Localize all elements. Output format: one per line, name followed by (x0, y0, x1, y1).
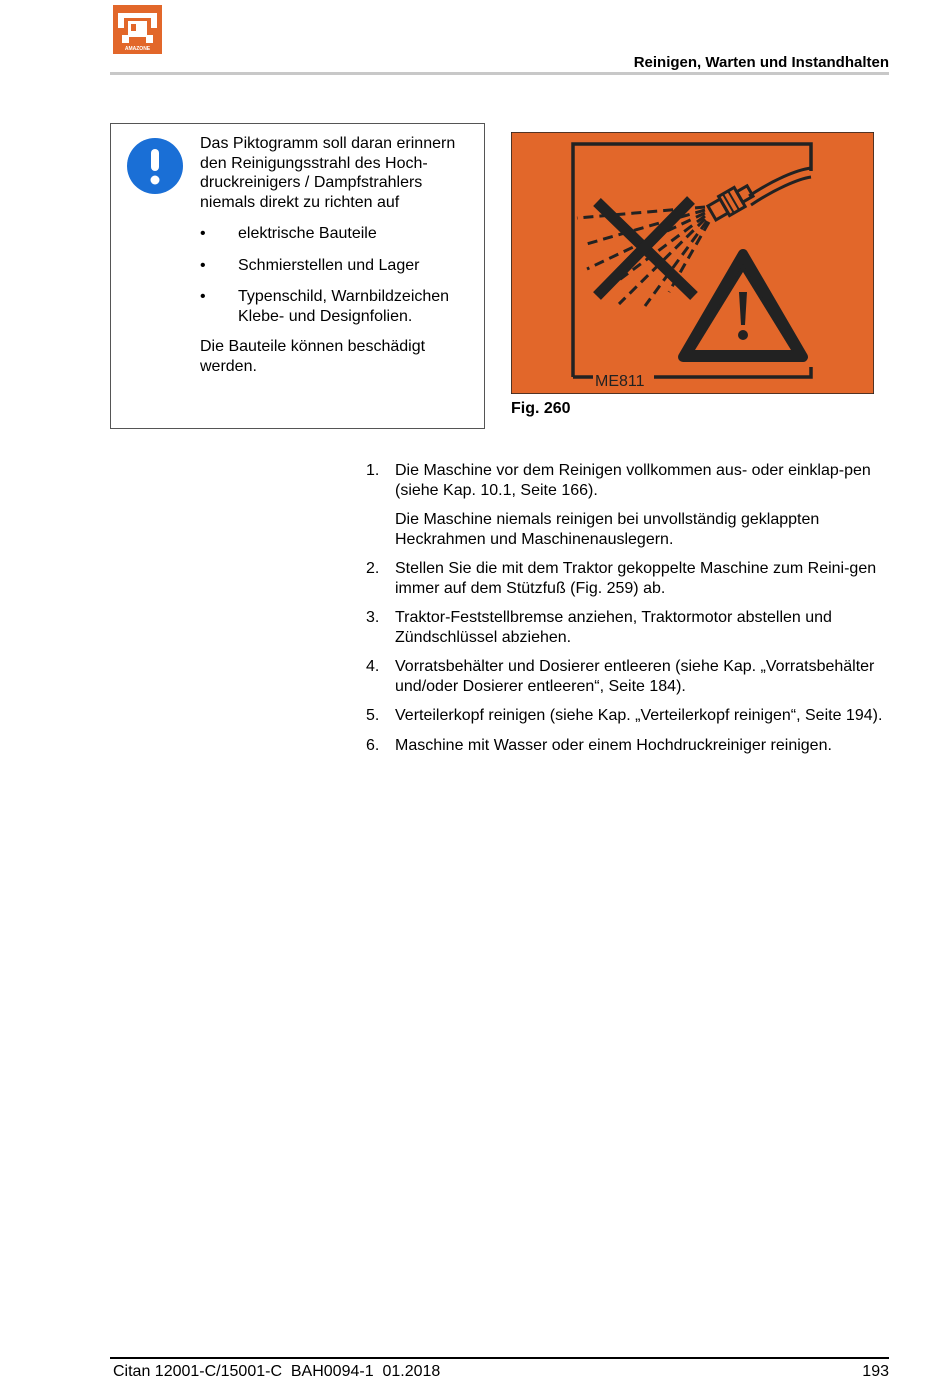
list-item (366, 736, 886, 756)
footer-divider (110, 1357, 889, 1359)
amazone-logo (113, 5, 162, 54)
header-divider (110, 72, 889, 75)
figure-caption: Fig. 260 (511, 400, 571, 417)
bullet: • (200, 256, 206, 274)
step-number: 2. (366, 560, 380, 577)
notice-box (110, 123, 485, 429)
bullet: • (200, 288, 206, 305)
notice-list (200, 224, 480, 326)
instruction-list (366, 461, 886, 765)
notice-list-item: • Schmierstellen und Lager (200, 256, 420, 274)
warning-pictogram (511, 132, 874, 394)
exclamation-icon (126, 137, 184, 195)
page-header-title: Reinigen, Warten und Instandhalten (633, 54, 889, 71)
notice-list-item: • Typenschild, Warnbildzeichen Klebe- und Designfolien. (200, 288, 450, 325)
notice-text (200, 134, 480, 376)
step-number: 3. (366, 609, 380, 626)
step-number: 1. (366, 462, 380, 479)
notice-intro: Das Piktogramm soll daran erinnern den Reinigungsstrahl des Hoch-druckreinigers / Dampfstrahlers niemals direkt zu richten auf (200, 135, 456, 211)
page-number: 193 (862, 1363, 889, 1380)
list-item (366, 608, 886, 647)
list-item (366, 657, 886, 696)
notice-closing: Die Bauteile können beschädigt werden. (200, 338, 426, 375)
notice-list-item: • elektrische Bauteile (200, 225, 377, 242)
list-item (366, 461, 886, 549)
logo-text: AMAZONE (124, 46, 151, 52)
footer-document-id: Citan 12001-C/15001-C BAH0094-1 01.2018 (113, 1363, 441, 1380)
step-number: 6. (366, 736, 380, 754)
step-text: Stellen Sie die mit dem Traktor gekoppelte Maschine zum Reini-gen immer auf dem Stützfuß (Fig. 259) ab. (395, 560, 877, 597)
bullet: • (200, 225, 206, 242)
list-item (366, 559, 886, 598)
list-item (366, 706, 886, 726)
step-text: Die Maschine vor dem Reinigen vollkommen aus- oder einklap-pen (siehe Kap. 10.1, Seite 166). (395, 462, 871, 499)
pictogram-label: ME811 (595, 373, 645, 390)
step-number: 4. (366, 658, 380, 675)
step-text: Verteilerkopf reinigen (siehe Kap. „Verteilerkopf reinigen“, Seite 194). (395, 707, 883, 724)
step-text: Traktor-Feststellbremse anziehen, Traktormotor abstellen und Zündschlüssel abziehen. (395, 609, 832, 646)
step-text: Maschine mit Wasser oder einem Hochdruckreiniger reinigen. (395, 736, 832, 754)
step-text: Vorratsbehälter und Dosierer entleeren (siehe Kap. „Vorratsbehälter und/oder Dosierer entleeren“, Seite 184). (395, 658, 875, 695)
step-note: Die Maschine niemals reinigen bei unvollständig geklappten Heckrahmen und Maschinenauslegern. (395, 511, 820, 548)
step-number: 5. (366, 707, 380, 724)
